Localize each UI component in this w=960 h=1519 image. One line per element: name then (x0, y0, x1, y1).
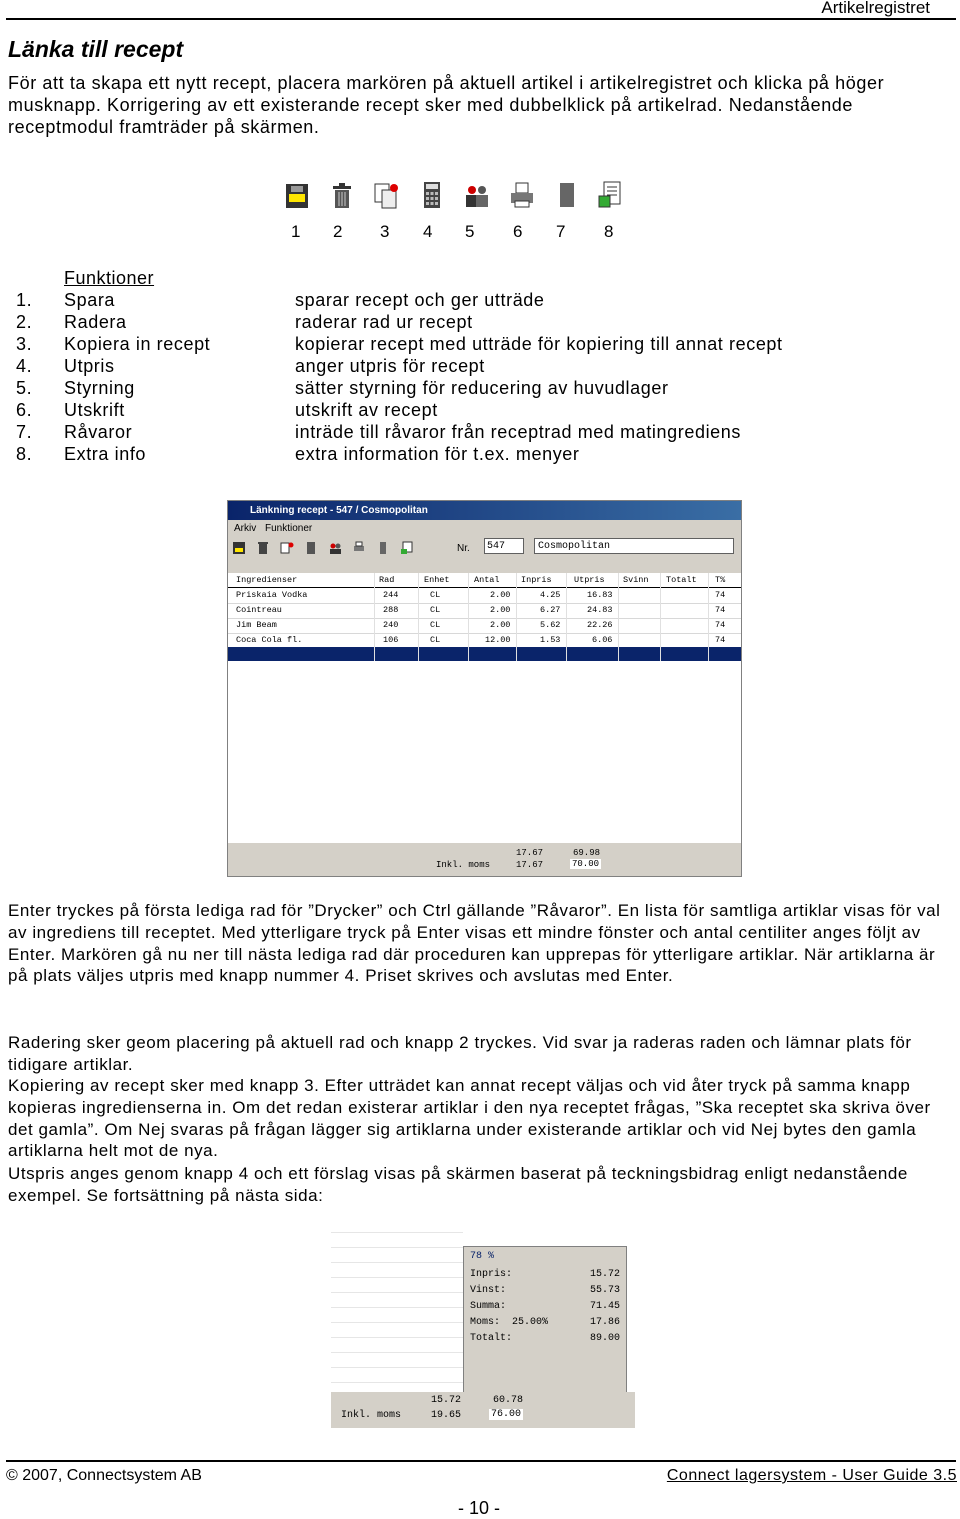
cell-t: 74 (715, 605, 726, 615)
total-in-inkl: 17.67 (516, 860, 544, 870)
cell-t: 74 (715, 635, 726, 645)
header-rule (6, 18, 956, 20)
price-totals-bar (331, 1392, 635, 1428)
margin-percent: 78 % (470, 1251, 495, 1262)
total-out-inkl: 70.00 (572, 859, 600, 869)
function-name: Radera (64, 312, 127, 332)
function-desc: kopierar recept med utträde för kopiering till annat recept (295, 334, 783, 354)
ingredient-grid (228, 573, 741, 843)
popup-label: Summa: (470, 1301, 507, 1312)
trash-icon (256, 541, 270, 555)
menu-funktioner: Funktioner (265, 523, 313, 534)
cell-t: 74 (715, 590, 726, 600)
cell-ingredient: Priskaia Vodka (236, 590, 308, 600)
raw-material-icon (552, 178, 582, 212)
cell-enhet: CL (430, 590, 441, 600)
popup-label: Totalt: (470, 1333, 513, 1344)
people-icon (462, 178, 492, 212)
icon-number: 6 (513, 222, 523, 241)
function-desc: sätter styrning för reducering av huvudlager (295, 378, 669, 398)
calculator-icon (304, 541, 318, 555)
cell-utpris: 24.83 (587, 605, 613, 615)
popup-value: 17.86 (589, 1317, 620, 1328)
cell-antal: 2.00 (490, 605, 511, 615)
icon-number: 1 (291, 222, 301, 241)
cell-enhet: CL (430, 620, 441, 630)
popup-label: Vinst: (470, 1285, 507, 1296)
cell-rad: 106 (383, 635, 399, 645)
window-toolbar (232, 541, 422, 559)
footer-copyright: © 2007, Connectsystem AB (6, 1467, 202, 1484)
section-heading: Länka till recept (8, 36, 184, 62)
popup-value: 89.00 (589, 1333, 620, 1344)
function-desc: utskrift av recept (295, 400, 438, 420)
raw-material-icon (376, 541, 390, 555)
col-header: Svinn (623, 575, 649, 585)
cell-ingredient: Coca Cola fl. (236, 635, 303, 645)
save-icon (282, 178, 312, 212)
grid-background (331, 1232, 463, 1392)
table-row (228, 603, 741, 619)
icon-number: 4 (423, 222, 433, 241)
copy-recipe-icon (372, 178, 402, 212)
functions-heading: Funktioner (64, 268, 155, 288)
function-number: 2. (16, 312, 33, 332)
popup-value: 55.73 (589, 1285, 620, 1296)
recipe-window-screenshot (227, 500, 742, 877)
col-header: Ingredienser (236, 575, 298, 585)
inkl-moms-label: Inkl. moms (436, 860, 491, 870)
calculator-icon (417, 178, 447, 212)
save-icon (232, 541, 246, 555)
body-paragraph: Enter tryckes på första lediga rad för ”Drycker” och Ctrl gällande ”Råvaror”. En lista för samtliga artiklar visas för val av ingrediens till receptet. Med ytterligare tryck på Enter visas ett mindre fönster och antal centiliter anges följt av Enter. Markören gå nu ner till nästa lediga rad där proceduren kan upprepas för ytterligare artiklar. När artiklarna är på plats väljes utpris med knapp nummer 4. Priset skrives och avslutas med Enter. (8, 901, 941, 986)
function-number: 3. (16, 334, 33, 354)
cell-utpris: 6.06 (592, 635, 613, 645)
cell-t: 74 (715, 620, 726, 630)
function-desc: raderar rad ur recept (295, 312, 473, 332)
col-header: Rad (379, 575, 395, 585)
body-paragraph: Radering sker geom placering på aktuell rad och knapp 2 tryckes. Vid svar ja raderas raden och lämnar plats för tidigare artiklar. (8, 1033, 912, 1074)
trash-icon (327, 178, 357, 212)
cell-inpris: 4.25 (540, 590, 561, 600)
icon-number: 2 (333, 222, 343, 241)
total-a2: 19.65 (431, 1410, 462, 1421)
function-name: Spara (64, 290, 116, 310)
cell-inpris: 1.53 (540, 635, 561, 645)
nr-label: Nr. (457, 543, 470, 554)
function-number: 8. (16, 444, 33, 464)
cell-utpris: 22.26 (587, 620, 613, 630)
function-number: 4. (16, 356, 33, 376)
col-header: Utpris (574, 575, 605, 585)
col-header: Totalt (666, 575, 697, 585)
cell-rad: 244 (383, 590, 399, 600)
selected-empty-row (228, 647, 741, 661)
price-suggestion-screenshot (331, 1232, 635, 1428)
total-a1: 15.72 (431, 1395, 462, 1406)
cell-ingredient: Cointreau (236, 605, 282, 615)
printer-icon (352, 541, 366, 555)
icon-number: 5 (465, 222, 475, 241)
function-number: 5. (16, 378, 33, 398)
cell-rad: 240 (383, 620, 399, 630)
icon-number: 3 (380, 222, 390, 241)
totals-bar (228, 843, 741, 876)
function-desc: anger utpris för recept (295, 356, 485, 376)
cell-antal: 2.00 (490, 620, 511, 630)
menu-arkiv: Arkiv (234, 523, 257, 534)
function-name: Utskrift (64, 400, 125, 420)
function-number: 1. (16, 290, 33, 310)
cell-inpris: 5.62 (540, 620, 561, 630)
col-header: T% (715, 575, 726, 585)
table-row (228, 588, 741, 604)
function-number: 7. (16, 422, 33, 442)
printer-icon (507, 178, 537, 212)
function-desc: sparar recept och ger utträde (295, 290, 545, 310)
popup-value: 15.72 (589, 1269, 620, 1280)
function-desc: inträde till råvaror från receptrad med matingrediens (295, 422, 741, 442)
extra-info-icon (400, 541, 414, 555)
function-name: Kopiera in recept (64, 334, 211, 354)
cell-enhet: CL (430, 605, 441, 615)
popup-label: Moms: (470, 1317, 501, 1328)
recipe-name-field: Cosmopolitan (534, 538, 734, 554)
body-paragraph: Kopiering av recept sker med knapp 3. Efter utträdet kan annat recept väljas och vid åter tryck på samma knapp kopieras ingredienserna in. Om det redan existerar artiklar i den nya receptet frågas, ”Ska receptet ska skriva över det gamla”. Om Nej svaras på frågan lägger sig artiklarna under existerande artiklar och vid Nej bytes den gamla artiklarna helt mot de nya. (8, 1076, 931, 1161)
extra-info-icon (596, 178, 626, 212)
price-popup (463, 1246, 627, 1394)
popup-label: Inpris: (470, 1269, 513, 1280)
function-name: Extra info (64, 444, 147, 464)
table-row (228, 618, 741, 634)
col-header: Antal (474, 575, 500, 585)
grid-header (228, 573, 741, 588)
popup-vat-rate: 25.00% (512, 1317, 549, 1328)
cell-antal: 12.00 (485, 635, 511, 645)
col-header: Inpris (521, 575, 552, 585)
function-name: Råvaror (64, 422, 133, 442)
window-menubar (228, 520, 741, 537)
cell-utpris: 16.83 (587, 590, 613, 600)
total-b1: 60.78 (493, 1395, 524, 1406)
footer-guide-title: Connect lagersystem - User Guide 3.5 (666, 1467, 957, 1484)
page-number: - 10 - (458, 1498, 501, 1518)
popup-value: 71.45 (589, 1301, 620, 1312)
icon-number: 8 (604, 222, 614, 241)
col-header: Enhet (424, 575, 450, 585)
inkl-moms-label: Inkl. moms (341, 1410, 402, 1421)
icon-number: 7 (556, 222, 566, 241)
total-in-ex: 17.67 (516, 848, 544, 858)
people-icon (328, 541, 342, 555)
total-b2: 76.00 (491, 1409, 522, 1420)
cell-inpris: 6.27 (540, 605, 561, 615)
function-name: Styrning (64, 378, 135, 398)
window-titlebar: Länkning recept - 547 / Cosmopolitan (228, 501, 741, 520)
function-name: Utpris (64, 356, 115, 376)
toolbar-icons-illustration (280, 178, 630, 218)
cell-rad: 288 (383, 605, 399, 615)
function-desc: extra information för t.ex. menyer (295, 444, 580, 464)
body-paragraph: Utspris anges genom knapp 4 och ett förslag visas på skärmen baserat på teckningsbidrag enligt nedanstående exempel. Se fortsättning på nästa sida: (8, 1164, 908, 1205)
footer-rule (6, 1460, 956, 1462)
cell-enhet: CL (430, 635, 441, 645)
cell-ingredient: Jim Beam (236, 620, 277, 630)
intro-paragraph: För att ta skapa ett nytt recept, placera markören på aktuell artikel i artikelregistret och klicka på höger musknapp. Korrigering av ett existerande recept sker med dubbelklick på artikelrad. Nedanstående receptmodul framträder på skärmen. (8, 73, 885, 137)
recipe-number-field: 547 (484, 538, 524, 554)
function-number: 6. (16, 400, 33, 420)
running-header-title: Artikelregistret (821, 0, 930, 17)
copy-recipe-icon (280, 541, 294, 555)
total-out-ex: 69.98 (573, 848, 601, 858)
cell-antal: 2.00 (490, 590, 511, 600)
